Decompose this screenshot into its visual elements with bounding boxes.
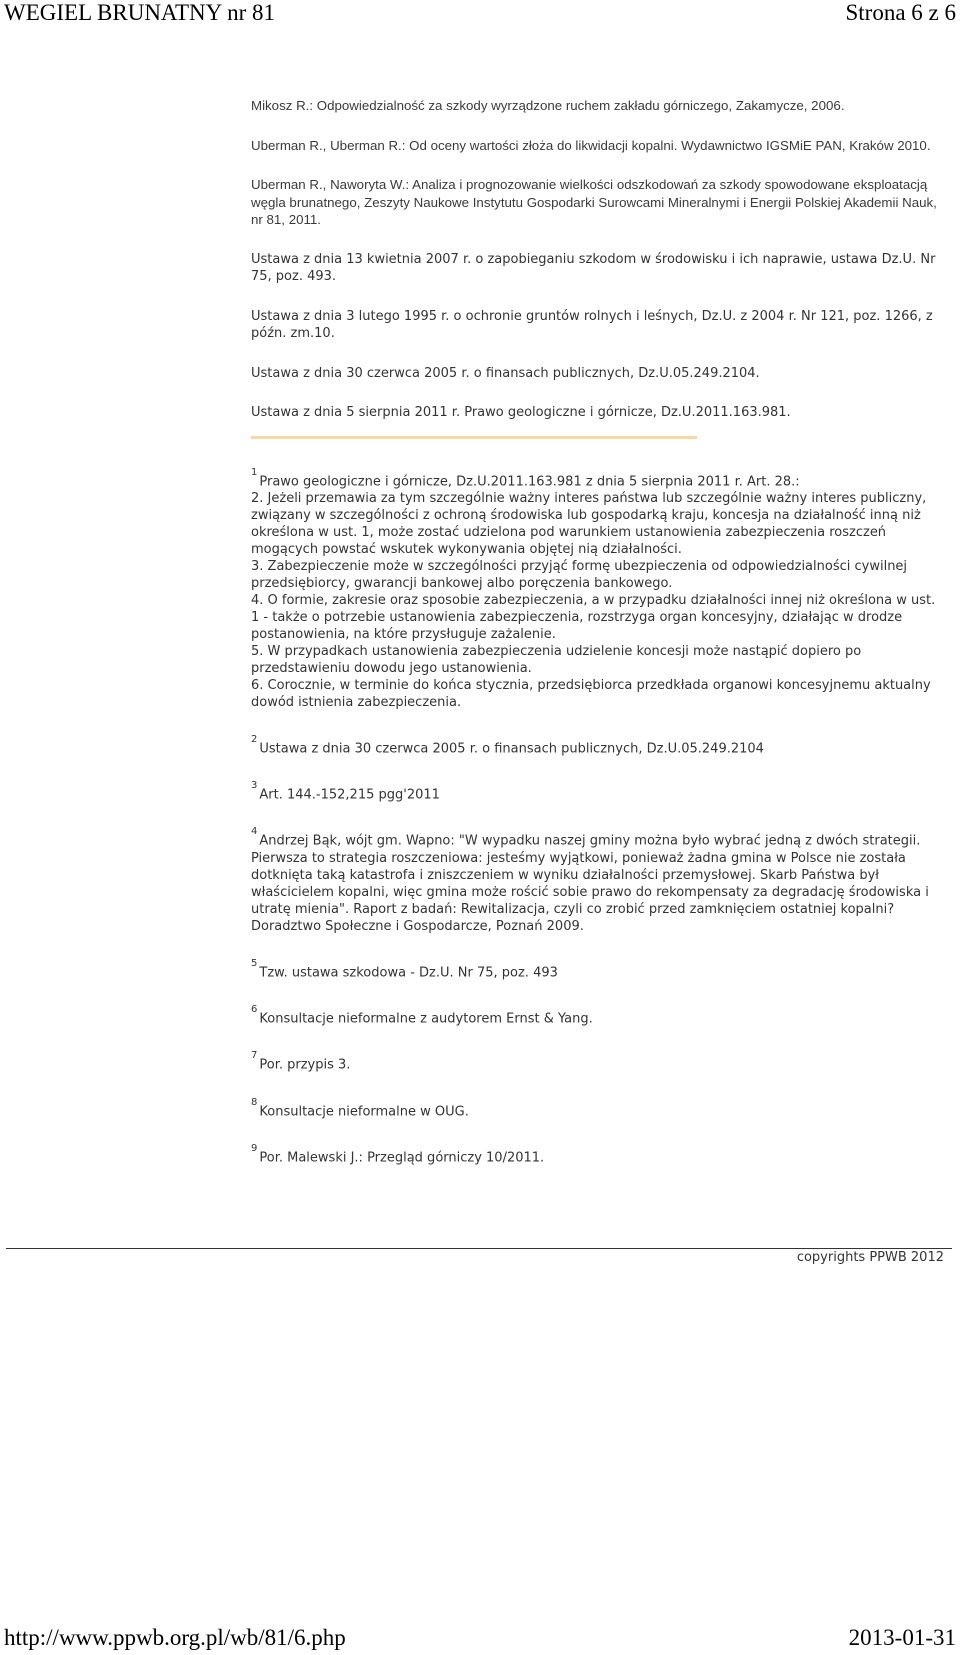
article-content [251, 97, 941, 1191]
footnote-number: 5 [251, 957, 258, 969]
copyright-text: copyrights PPWB 2012 [796, 1250, 944, 1265]
footnote-number: 3 [251, 780, 258, 792]
document-title: WEGIEL BRUNATNY nr 81 [4, 0, 276, 25]
footnote-6 [251, 1006, 941, 1027]
print-footer [0, 1625, 960, 1655]
footnote-text: 4. O formie, zakresie oraz sposobie zabezpieczenia, a w przypadku działalności innej niż określona w ust. 1 - także o potrzebie ustanowienia zabezpieczenia, rozstrzyga organ koncesyjny, działając w drodze postanowienia, na które przysługuje zażalenie. [251, 592, 936, 642]
reference-item: Ustawa z dnia 5 sierpnia 2011 r. Prawo geologiczne i górnicze, Dz.U.2011.163.981. [251, 405, 791, 420]
footnote-separator [251, 436, 697, 439]
footnote-number: 8 [251, 1096, 258, 1108]
footnote-text: Ustawa z dnia 30 czerwca 2005 r. o finansach publicznych, Dz.U.05.249.2104 [259, 741, 764, 757]
footnote-text: Konsultacje nieformalne w OUG. [259, 1104, 469, 1120]
footnote-text: Por. Malewski J.: Przegląd górniczy 10/2011. [259, 1150, 545, 1166]
reference-item: Ustawa z dnia 30 czerwca 2005 r. o finansach publicznych, Dz.U.05.249.2104. [251, 365, 760, 381]
footnote-number: 4 [251, 826, 258, 838]
footnote-number: 1 [251, 466, 258, 478]
footnote-number: 9 [251, 1143, 258, 1155]
reference-item: Ustawa z dnia 13 kwietnia 2007 r. o zapobieganiu szkodom w środowisku i ich naprawie, ustawa Dz.U. Nr 75, poz. 493. [251, 251, 936, 284]
footnote-text: Art. 144.-152,215 pgg'2011 [259, 787, 440, 803]
print-date: 2013-01-31 [848, 1625, 956, 1650]
footnote-number: 7 [251, 1050, 258, 1062]
print-header [0, 0, 960, 30]
footnote-number: 2 [251, 733, 258, 745]
page-number: Strona 6 z 6 [845, 0, 956, 25]
footnote-text: 6. Corocznie, w terminie do końca stycznia, przedsiębiorca przedkłada organowi koncesyjnemu aktualny dowód istnienia zabezpieczenia. [251, 677, 931, 710]
reference-item: Ustawa z dnia 3 lutego 1995 r. o ochronie gruntów rolnych i leśnych, Dz.U. z 2004 r. Nr 121, poz. 1266, z późn. zm.10. [251, 308, 933, 341]
footnote-number: 6 [251, 1004, 258, 1016]
footnote-text: 2. Jeżeli przemawia za tym szczególnie ważny interes państwa lub szczególnie ważny interes publiczny, związany w szczególności z ochroną środowiska lub gospodarką kraju, koncesja na działalność inną niż określona w ust. 1, może zostać udzielona pod warunkiem ustanowienia zabezpieczenia roszczeń mogących powstać wskutek wykonywania objętej nią działalności. [251, 490, 927, 557]
page-url: http://www.ppwb.org.pl/wb/81/6.php [4, 1625, 346, 1650]
footnote-text: Konsultacje nieformalne z audytorem Ernst & Yang. [259, 1011, 593, 1027]
footnote-5 [251, 957, 941, 981]
footnote-8 [251, 1096, 941, 1120]
footnote-text: 5. W przypadkach ustanowienia zabezpieczenia udzielenie koncesji może nastąpić dopiero po przedstawieniu dowodu jego ustanowienia. [251, 643, 862, 676]
footnote-9 [251, 1145, 941, 1166]
reference-item: Mikosz R.: Odpowiedzialność za szkody wyrządzone ruchem zakładu górniczego, Zakamycze, 2006. [251, 98, 845, 113]
footnote-1 [251, 466, 941, 711]
reference-item: Uberman R., Uberman R.: Od oceny wartości złoża do likwidacji kopalni. Wydawnictwo IGSMiE PAN, Kraków 2010. [251, 137, 931, 153]
footnote-2 [251, 733, 941, 757]
footnote-text: Por. przypis 3. [259, 1057, 351, 1073]
footer-divider [6, 1248, 952, 1249]
footnote-text: Prawo geologiczne i górnicze, Dz.U.2011.163.981 z dnia 5 sierpnia 2011 r. Art. 28.: [259, 473, 800, 489]
footnote-4 [251, 828, 941, 934]
footnote-7 [251, 1052, 941, 1073]
footnote-text: Andrzej Bąk, wójt gm. Wapno: "W wypadku naszej gminy można było wybrać jedną z dwóch strategii. Pierwsza to strategia roszczeniowa: jesteśmy wyjątkowi, ponieważ żadna gmina w Polsce nie została dotknięta taką katastrofa i zniszczeniem w wyniku działalności przemysłowej. Skarb Państwa był właścicielem kopalni, więc gmina może rościć sobie prawo do rekompensaty za degradację środowiska i utratę mienia". Raport z badań: Rewitalizacja, czyli co zrobić przed zamknięciem ostatniej kopalni? Doradztwo Społeczne i Gospodarcze, Poznań 2009. [251, 833, 929, 934]
reference-item: Uberman R., Naworyta W.: Analiza i prognozowanie wielkości odszkodowań za szkody spowodowane eksploatacją węgla brunatnego, Zeszyty Naukowe Instytutu Gospodarki Surowcami Mineralnymi i Energii Polskiej Akademii Nauk, nr 81, 2011. [251, 177, 937, 227]
footnote-text: Tzw. ustawa szkodowa - Dz.U. Nr 75, poz. 493 [259, 965, 558, 981]
footnote-text: 3. Zabezpieczenie może w szczególności przyjąć formę ubezpieczenia od odpowiedzialności cywilnej przedsiębiorcy, gwarancji bankowej albo poręczenia bankowego. [251, 558, 908, 591]
footnote-3 [251, 782, 941, 803]
